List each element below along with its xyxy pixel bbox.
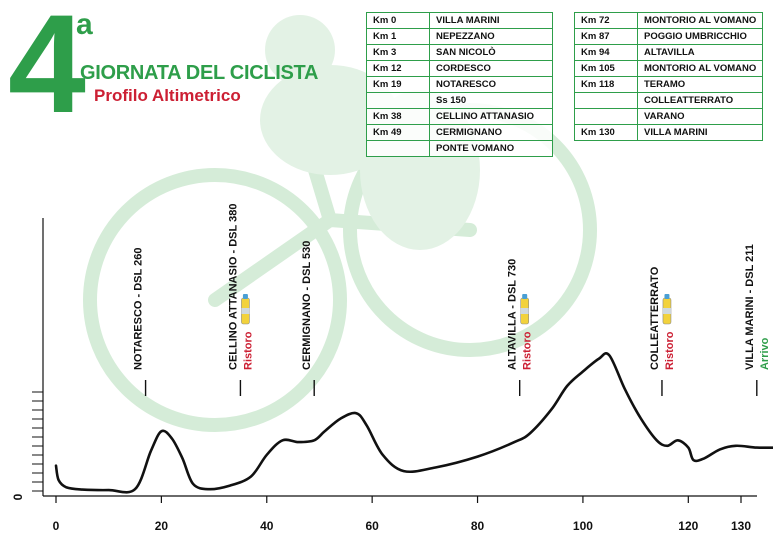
route-place: CELLINO ATTANASIO (430, 109, 553, 125)
route-place: Ss 150 (430, 93, 553, 109)
route-place: COLLEATTERRATO (638, 93, 763, 109)
x-tick-label: 40 (260, 519, 274, 533)
waypoint-label: ALTAVILLA - DSL 730 (506, 258, 519, 370)
edition-superscript: a (76, 8, 93, 41)
route-place: NOTARESCO (430, 77, 553, 93)
x-tick-label: 130 (730, 519, 752, 533)
x-tick-label: 20 (154, 519, 169, 533)
waypoints (133, 204, 771, 396)
route-km: Km 130 (575, 125, 638, 141)
page-subtitle: Profilo Altimetrico (94, 86, 241, 105)
y-minor-ticks (32, 392, 43, 491)
route-place: TERAMO (638, 77, 763, 93)
arrivo-label: Arrivo (758, 337, 771, 370)
route-km: Km 1 (367, 29, 430, 45)
x-tick-label: 120 (678, 519, 699, 533)
page-title: GIORNATA DEL CICLISTA (80, 62, 319, 84)
waypoint-label: NOTARESCO - DSL 260 (132, 247, 145, 370)
x-tick-label: 60 (365, 519, 379, 533)
waypoint-label: CERMIGNANO - DSL 530 (301, 240, 314, 370)
route-place: VARANO (638, 109, 763, 125)
route-place: POGGIO UMBRICCHIO (638, 29, 763, 45)
route-place: VILLA MARINI (430, 13, 553, 29)
water-bottle-icon (241, 294, 249, 324)
x-tick-label: 80 (470, 519, 485, 533)
route-km: Km 3 (367, 45, 430, 61)
route-km: Km 19 (367, 77, 430, 93)
x-tick-label: 100 (572, 519, 593, 533)
route-place: ALTAVILLA (638, 45, 763, 61)
route-place: MONTORIO AL VOMANO (638, 61, 763, 77)
route-km: Km 87 (575, 29, 638, 45)
waypoint-label: COLLEATTERRATO (648, 266, 661, 370)
waypoint-label: CELLINO ATTANASIO - DSL 380 (227, 203, 240, 370)
x-tick-label: 0 (52, 519, 60, 533)
route-km: Km 72 (575, 13, 638, 29)
edition-number: 4 (8, 0, 80, 142)
route-place: SAN NICOLÒ (430, 45, 553, 61)
route-km: Km 105 (575, 61, 638, 77)
ristoro-label: Ristoro (242, 331, 255, 370)
route-place: MONTORIO AL VOMANO (638, 13, 763, 29)
route-km: Km 38 (367, 109, 430, 125)
route-place: PONTE VOMANO (430, 141, 553, 157)
route-place: NEPEZZANO (430, 29, 553, 45)
route-place: VILLA MARINI (638, 125, 763, 141)
waypoint-label: VILLA MARINI - DSL 211 (743, 244, 756, 370)
water-bottle-icon (663, 294, 671, 324)
ristoro-label: Ristoro (521, 331, 534, 370)
route-km: Km 118 (575, 77, 638, 93)
elevation-profile-line (56, 353, 773, 492)
route-place: CERMIGNANO (430, 125, 553, 141)
y-tick-label-0: 0 (11, 493, 25, 501)
route-km: Km 12 (367, 61, 430, 77)
route-km: Km 94 (575, 45, 638, 61)
x-ticks (53, 496, 752, 533)
ristoro-label: Ristoro (663, 331, 676, 370)
water-bottle-icon (521, 294, 529, 324)
route-km: Km 49 (367, 125, 430, 141)
route-km: Km 0 (367, 13, 430, 29)
route-place: CORDESCO (430, 61, 553, 77)
